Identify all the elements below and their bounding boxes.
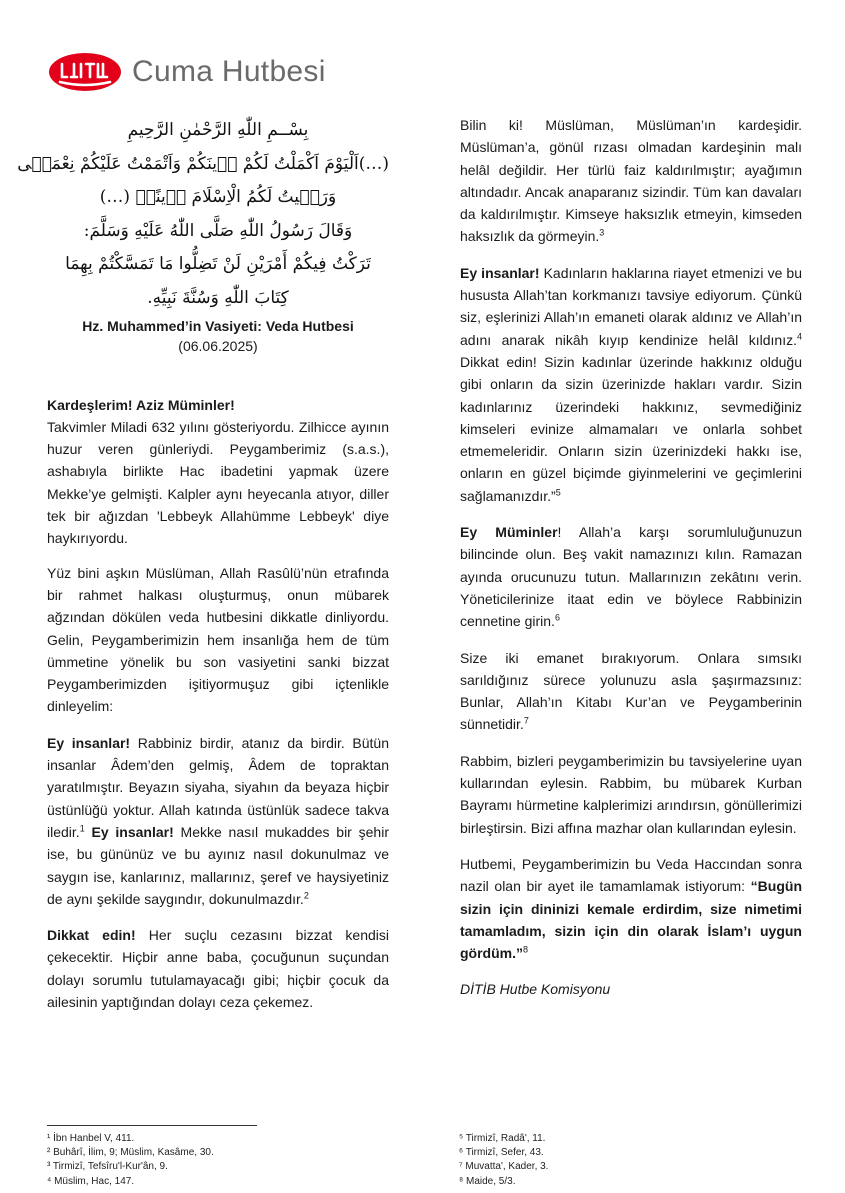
left-column xyxy=(17,114,389,1027)
paragraph-text: Size iki emanet bırakıyorum. Onlara sımsıkı sarıldığınız sürece yolunuzu asla şaşırmazsınız: Bunlar, Allah’ın Kitabı Kur’an ve Peygamberinin sünnetidir. xyxy=(460,649,802,733)
arabic-verses xyxy=(17,114,389,316)
footnote: ² Buhârî, İlim, 9; Müslim, Kasâme, 30. xyxy=(47,1147,214,1159)
footnote-ref: 3 xyxy=(599,227,605,238)
footnote: ³ Tirmizî, Tefsîru'l-Kur'ân, 9. xyxy=(47,1161,168,1173)
footnotes-left xyxy=(47,1132,214,1189)
arabic-line: تَرَكْتُ فِيكُمْ أَمْرَيْنِ لَنْ تَضِلُّوا مَا تَمَسَّكْتُمْ بِهِمَا xyxy=(65,254,371,275)
paragraph: Rabbim, bizleri peygamberimizin bu tavsiyelerine uyan kullarından eylesin. Rabbim, bu mübarek Kurban Bayramı hürmetine kalplerimizi arındırsın, gönüllerimizi birleştirsin. Bizi affına mazhar olan kullarından eylesin. xyxy=(460,752,802,836)
emphasis: Ey Müminler xyxy=(460,524,558,541)
paragraph xyxy=(460,262,802,507)
footnote-ref: 7 xyxy=(523,715,529,726)
emphasis: Dikkat edin! xyxy=(47,927,136,944)
verse-quote: “Bugün sizin için dininizi kemale erdirdim, size nimetimi tamamladım, sizin için din olarak İslam’ı uygun gördüm.” xyxy=(460,878,802,962)
footnote: ¹ İbn Hanbel V, 411. xyxy=(47,1133,135,1144)
footnote-ref: 5 xyxy=(555,487,561,498)
footnote: ⁷ Muvatta', Kader, 3. xyxy=(459,1161,549,1173)
paragraph xyxy=(460,853,802,964)
ditib-logo-icon xyxy=(48,52,122,92)
paragraph-text: ! Allah’a karşı sorumluluğunuzun bilincinde olun. Beş vakit namazınızı kılın. Ramazan ayında orucunuzu tutun. Mallarınızın zekâtını verin. Yöneticilerinize itaat edin ve böylece Rabbinizin cennetine girin. xyxy=(460,524,802,630)
paragraph-text: Her suçlu cezasını bizzat kendisi çekecektir. Hiçbir anne baba, çocuğunun suçundan dolayı sorumlu tutulamayacağı gibi; hiçbir çocuk da ailesinin yaptığından dolayı ceza çekemez. xyxy=(47,927,389,1010)
footnote-ref: 6 xyxy=(554,612,560,623)
paragraph-text: Rabbiniz birdir, atanız da birdir. Bütün insanlar Âdem’den gelmiş, Âdem de topraktan yaratılmıştır. Beyazın siyaha, siyahın da beyaza hiçbir üstünlüğü yoktur. Allah katında üstünlük sadece takva iledir. xyxy=(47,734,389,840)
salutation: Kardeşlerim! Aziz Müminler! xyxy=(47,396,235,413)
paragraph-text: Takvimler Miladi 632 yılını gösteriyordu. Zilhicce ayının huzur veren günleriydi. Peygamberimiz (s.a.s.), ashabıyla birlikte Hac ibadetini yapmak üzere Mekke’ye gelmişti. Kalpler aynı heyecanla atıyor, diller tek bir ağızdan 'Lebbeyk Allahümme Lebbeyk' diye haykırıyordu. xyxy=(47,418,389,547)
paragraph xyxy=(47,924,389,1013)
footnote-divider xyxy=(47,1125,257,1126)
sermon-title: Hz. Muhammed’in Vasiyeti: Veda Hutbesi xyxy=(82,317,354,334)
paragraph-text: Dikkat edin! Sizin kadınlar üzerinde hakkınız olduğu gibi onların da sizin üzerinizde hakları vardır. Sizin kadınlarınız üzerindeki hakkınız, sevmediğiniz kimseleri evinize almamaları ve onlarla sohbet etmemeleridir. Onların sizin üzerinizdeki hakkı ise, onların en güzel biçimde giyinmelerini ve geçimlerini sağlamanızdır.” xyxy=(460,353,802,504)
arabic-line: كِتَابَ اللّٰهِ وَسُنَّةَ نَبِيِّهِ. xyxy=(147,287,289,308)
footnote-ref: 2 xyxy=(303,890,309,901)
footnote-ref: 4 xyxy=(796,331,802,342)
arabic-line: وَقَالَ رَسُولُ اللّٰهِ صَلَّى اللّٰهُ عَلَيْهِ وَسَلَّمَ: xyxy=(83,220,353,241)
arabic-line: بِسْــمِ اللّٰهِ الرَّحْمٰنِ الرَّحِيمِ xyxy=(127,120,309,140)
footnote-ref: 8 xyxy=(523,944,529,955)
footnotes-right xyxy=(459,1132,548,1189)
emphasis: Ey insanlar! xyxy=(47,734,131,751)
footnote: ⁴ Müslim, Hac, 147. xyxy=(47,1175,135,1187)
arabic-line: (…)اَلْيَوْمَ اَكْمَلْتُ لَكُمْ دٖينَكُمْ وَاَتْمَمْتُ عَلَيْكُمْ نِعْمَتٖى xyxy=(17,153,389,174)
arabic-line: وَرَضٖيتُ لَكُمُ الْاِسْلَامَ دٖينًاۜ (…) xyxy=(99,187,337,208)
paragraph xyxy=(460,521,802,632)
paragraph xyxy=(47,732,389,910)
emphasis: Ey insanlar! xyxy=(84,823,174,840)
paragraph-text: Hutbemi, Peygamberimizin bu Veda Haccından sonra nazil olan bir ayet ile tamamlamak istiyorum: xyxy=(460,855,802,895)
footnote: ⁸ Maide, 5/3. xyxy=(459,1175,516,1187)
signature: DİTİB Hutbe Komisyonu xyxy=(460,981,611,998)
brand-title: Cuma Hutbesi xyxy=(132,55,326,88)
paragraph-text: Mekke nasıl mukaddes bir şehir ise, bu gününüz ve bu ayınız nasıl dokunulmaz ve saygın ise, kanlarınız, mallarınız, şeref ve haysiyetiniz de aynı şekilde saygındır, dokunulmazdır. xyxy=(47,823,389,907)
paragraph xyxy=(460,114,802,248)
header xyxy=(48,50,326,94)
sermon-date: (06.06.2025) xyxy=(178,337,258,354)
paragraph-text: Bilin ki! Müslüman, Müslüman’ın kardeşidir. Müslüman’a, gönül rızası olmadan kardeşinin malı helâl değildir. Her türlü faiz kaldırılmıştır; ayağımın altındadır. Ancak anaparanız sizindir. Tüm kan davaları da kaldırılmıştır. Kimseye haksızlık etmeyin, kimseden haksızlık da görmeyin. xyxy=(460,117,802,245)
paragraph xyxy=(460,647,802,736)
footnote: ⁶ Tirmizî, Sefer, 43. xyxy=(459,1147,544,1159)
right-column xyxy=(460,114,802,1015)
emphasis: Ey insanlar! xyxy=(460,264,540,281)
footnote: ⁵ Tirmizî, Radâ', 11. xyxy=(459,1133,546,1144)
paragraph: Yüz bini aşkın Müslüman, Allah Rasûlü’nün etrafında bir rahmet halkası oluşturmuş, onun mübarek ağzından dökülen veda hutbesini dikkatle dinliyordu. Gelin, Peygamberimizin hem insanlığa hem de tüm ümmetine yönelik bu son vasiyetini sanki bizzat Peygamberimizden işitiyormuşuz gibi içtenlikle dinleyelim: xyxy=(47,564,389,715)
paragraph xyxy=(47,394,389,550)
paragraph-text: Kadınların haklarına riayet etmenizi ve bu hususta Allah’tan korkmanızı tavsiye ediyorum. Çünkü siz, eşlerinizi Allah’ın emaneti olarak aldınız ve Allah’ın adını anarak nikâh kıyıp kendinize helâl kıldınız. xyxy=(460,264,802,348)
footnote-ref: 1 xyxy=(79,823,85,834)
